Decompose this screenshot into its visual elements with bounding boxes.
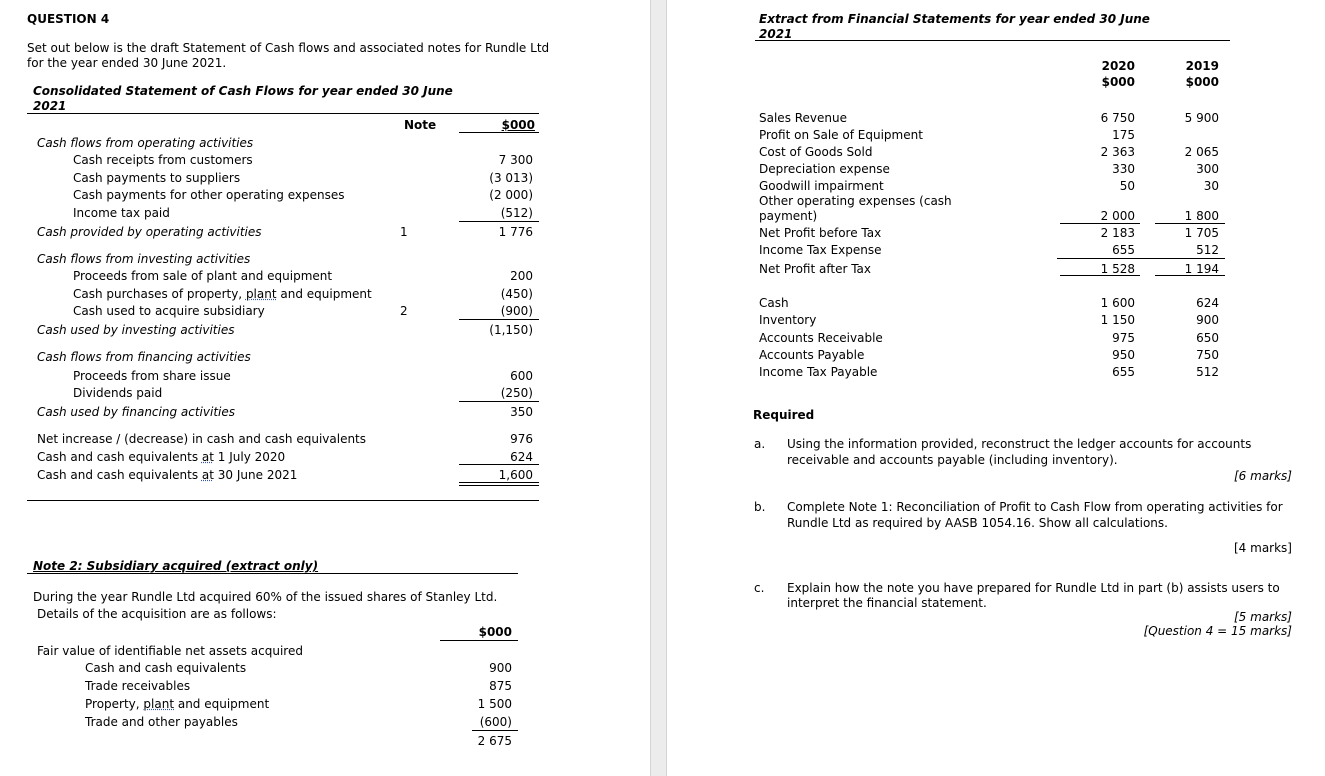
op-item-label: Income tax paid: [73, 206, 170, 220]
note2-item-label-part: Property,: [85, 697, 144, 711]
col-2020-year: 2020: [1101, 59, 1135, 73]
part-a-marks: [6 marks]: [1234, 469, 1292, 483]
note2-item-label: Cash and cash equivalents: [85, 661, 247, 675]
bs-row-label: Income Tax Payable: [759, 365, 878, 379]
op-item-amount: 7 300: [498, 153, 533, 167]
note2-title: Note 2: Subsidiary acquired (extract only): [33, 559, 319, 573]
note2-total: 2 675: [477, 734, 512, 748]
total-rule: [459, 485, 539, 486]
col-2019-unit: $000: [1185, 75, 1219, 89]
note2-item-label: Trade receivables: [85, 679, 191, 693]
inv-total-label: Cash used by investing activities: [37, 323, 235, 337]
fin-total-label: Cash used by financing activities: [37, 405, 235, 419]
col-2020-unit: $000: [1101, 75, 1135, 89]
part-c-line-1: Explain how the note you have prepared for Rundle Ltd in part (b) assists users to: [787, 581, 1280, 595]
bs-row-2020: 975: [1112, 331, 1135, 345]
op-total-amount: 1 776: [498, 225, 533, 239]
amount-header-rule: [459, 132, 539, 133]
op-total-note: 1: [400, 225, 408, 239]
note2-header-rule: [440, 640, 518, 641]
npat-2019: 1 194: [1184, 262, 1219, 276]
bs-row-2020: 655: [1112, 365, 1135, 379]
spellcheck-word: at: [201, 468, 214, 482]
other-opex-2019: 1 800: [1184, 209, 1219, 223]
pl-row-label: Goodwill impairment: [759, 179, 884, 193]
opening-cash-amount: 624: [510, 450, 533, 464]
spellcheck-word: at: [201, 450, 214, 464]
other-opex-2020: 2 000: [1100, 209, 1135, 223]
note2-title-rule: [27, 573, 518, 574]
pl-row-label: Profit on Sale of Equipment: [759, 128, 923, 142]
fin-item-label: Proceeds from share issue: [73, 369, 231, 383]
opening-cash-label: [37, 450, 285, 464]
spellcheck-word: plant: [143, 697, 175, 711]
total-rule: [1155, 275, 1225, 276]
fin-item-amount: 600: [510, 369, 533, 383]
inv-item-label: Proceeds from sale of plant and equipment: [73, 269, 333, 283]
pl-row-2020: 2 363: [1100, 145, 1135, 159]
npat-label: Net Profit after Tax: [759, 262, 871, 276]
op-item-label: Cash payments to suppliers: [73, 171, 241, 185]
inv-item-label: Cash used to acquire subsidiary: [73, 304, 265, 318]
part-c-line-2: interpret the financial statement.: [787, 596, 987, 610]
bs-row-2019: 512: [1196, 365, 1219, 379]
subtotal-rule: [459, 464, 539, 465]
note2-item-amount: 900: [489, 661, 512, 675]
pl-row-2019: 300: [1196, 162, 1219, 176]
op-item-amount: (2 000): [489, 188, 533, 202]
npbt-label: Net Profit before Tax: [759, 226, 882, 240]
note2-item-label-part: and equipment: [174, 697, 270, 711]
required-heading: Required: [753, 408, 815, 422]
pl-row-2020: 330: [1112, 162, 1135, 176]
bs-row-label: Accounts Receivable: [759, 331, 883, 345]
pl-row-2019: 5 900: [1184, 111, 1219, 125]
closing-cash-label: [37, 468, 297, 482]
part-b-line-1: Complete Note 1: Reconciliation of Profit to Cash Flow from operating activities for: [787, 500, 1283, 514]
inv-total-amount: (1,150): [489, 323, 533, 337]
part-b-line-2: Rundle Ltd as required by AASB 1054.16. Show all calculations.: [787, 516, 1168, 530]
inv-item-label-part: Cash purchases of property,: [73, 287, 246, 301]
part-b-letter: b.: [754, 500, 766, 514]
inv-item-label: [73, 287, 372, 301]
op-item-amount: (512): [500, 206, 533, 220]
section-rule: [27, 500, 539, 501]
intro-line-2: for the year ended 30 June 2021.: [27, 56, 227, 70]
note-header: Note: [404, 118, 437, 132]
subtotal-rule: [459, 221, 539, 222]
cashflow-title-line-1: Consolidated Statement of Cash Flows for year ended 30 June: [33, 84, 453, 98]
closing-cash-label-part: 30 June 2021: [213, 468, 298, 482]
fin-item-amount: (250): [500, 386, 533, 400]
pl-row-2019: 2 065: [1184, 145, 1219, 159]
pl-row-label: Cost of Goods Sold: [759, 145, 873, 159]
tax-expense-2019: 512: [1196, 243, 1219, 257]
net-change-amount: 976: [510, 432, 533, 446]
note2-item-amount: (600): [479, 715, 512, 729]
opening-cash-label-part: Cash and cash equivalents: [37, 450, 202, 464]
note2-subtotal-rule: [472, 730, 518, 731]
part-a-letter: a.: [754, 437, 766, 451]
amount-header: $000: [501, 118, 535, 132]
pl-row-label: Sales Revenue: [759, 111, 848, 125]
npat-2020: 1 528: [1100, 262, 1135, 276]
subtotal-rule: [1155, 223, 1225, 224]
subtotal-rule: [459, 401, 539, 402]
tax-expense-label: Income Tax Expense: [759, 243, 882, 257]
bs-row-label: Accounts Payable: [759, 348, 865, 362]
bs-row-2019: 650: [1196, 331, 1219, 345]
closing-cash-amount: 1,600: [498, 468, 533, 482]
subtotal-rule: [1057, 258, 1225, 259]
bs-row-2020: 1 600: [1100, 296, 1135, 310]
total-rule: [1060, 275, 1140, 276]
note2-para-line-2: Details of the acquisition are as follows:: [37, 607, 277, 621]
note2-item-amount: 1 500: [477, 697, 512, 711]
bs-row-label: Inventory: [759, 313, 817, 327]
total-marks: [Question 4 = 15 marks]: [1143, 624, 1292, 638]
note2-amount-header: $000: [478, 625, 512, 639]
pl-row-2020: 175: [1112, 128, 1135, 142]
part-a-line-2: receivable and accounts payable (including inventory).: [787, 453, 1118, 467]
subtotal-rule: [1060, 223, 1140, 224]
subtotal-rule: [459, 319, 539, 320]
part-a-line-1: Using the information provided, reconstruct the ledger accounts for accounts: [787, 437, 1252, 451]
fin-item-label: Dividends paid: [73, 386, 163, 400]
bs-row-2019: 624: [1196, 296, 1219, 310]
inv-item-amount: 200: [510, 269, 533, 283]
extract-title-line-1: Extract from Financial Statements for year ended 30 June: [759, 12, 1150, 26]
pl-row-2020: 50: [1119, 179, 1135, 193]
note2-fv-heading: Fair value of identifiable net assets acquired: [37, 644, 303, 658]
bs-row-2019: 900: [1196, 313, 1219, 327]
spellcheck-word: plant: [245, 287, 277, 301]
pl-row-2019: 30: [1203, 179, 1219, 193]
intro-line-1: Set out below is the draft Statement of Cash flows and associated notes for Rundle Ltd: [27, 41, 550, 55]
inv-item-label-part: and equipment: [276, 287, 372, 301]
npbt-2020: 2 183: [1100, 226, 1135, 240]
opening-cash-label-part: 1 July 2020: [213, 450, 286, 464]
inv-item-amount: (450): [500, 287, 533, 301]
op-item-label: Cash payments for other operating expenses: [73, 188, 345, 202]
bs-row-label: Cash: [759, 296, 789, 310]
col-2019-year: 2019: [1185, 59, 1219, 73]
closing-cash-label-part: Cash and cash equivalents: [37, 468, 202, 482]
pl-row-label: Depreciation expense: [759, 162, 890, 176]
extract-title-line-2: 2021: [759, 27, 793, 41]
extract-title-rule: [755, 40, 1230, 41]
inv-item-amount: (900): [500, 304, 533, 318]
op-item-label: Cash receipts from customers: [73, 153, 253, 167]
note2-para-line-1: During the year Rundle Ltd acquired 60% of the issued shares of Stanley Ltd.: [33, 590, 498, 604]
bs-row-2019: 750: [1196, 348, 1219, 362]
investing-heading: Cash flows from investing activities: [37, 252, 251, 266]
fin-total-amount: 350: [510, 405, 533, 419]
bs-row-2020: 950: [1112, 348, 1135, 362]
total-rule: [459, 482, 539, 483]
note2-item-amount: 875: [489, 679, 512, 693]
part-c-letter: c.: [754, 581, 765, 595]
title-rule: [27, 113, 539, 114]
op-item-amount: (3 013): [489, 171, 533, 185]
part-b-marks: [4 marks]: [1234, 541, 1292, 555]
inv-item-note: 2: [400, 304, 408, 318]
part-c-marks: [5 marks]: [1234, 610, 1292, 624]
other-opex-label-line-2: payment): [759, 209, 818, 223]
page-divider: [650, 0, 667, 776]
op-total-label: Cash provided by operating activities: [37, 225, 262, 239]
question-heading: QUESTION 4: [27, 12, 110, 26]
note2-item-label: [85, 697, 269, 711]
note2-item-label: Trade and other payables: [85, 715, 238, 729]
pl-row-2020: 6 750: [1100, 111, 1135, 125]
net-change-label: Net increase / (decrease) in cash and cash equivalents: [37, 432, 367, 446]
other-opex-label-line-1: Other operating expenses (cash: [759, 194, 952, 208]
tax-expense-2020: 655: [1112, 243, 1135, 257]
financing-heading: Cash flows from financing activities: [37, 350, 251, 364]
npbt-2019: 1 705: [1184, 226, 1219, 240]
bs-row-2020: 1 150: [1100, 313, 1135, 327]
operating-heading: Cash flows from operating activities: [37, 136, 254, 150]
cashflow-title-line-2: 2021: [33, 99, 67, 113]
